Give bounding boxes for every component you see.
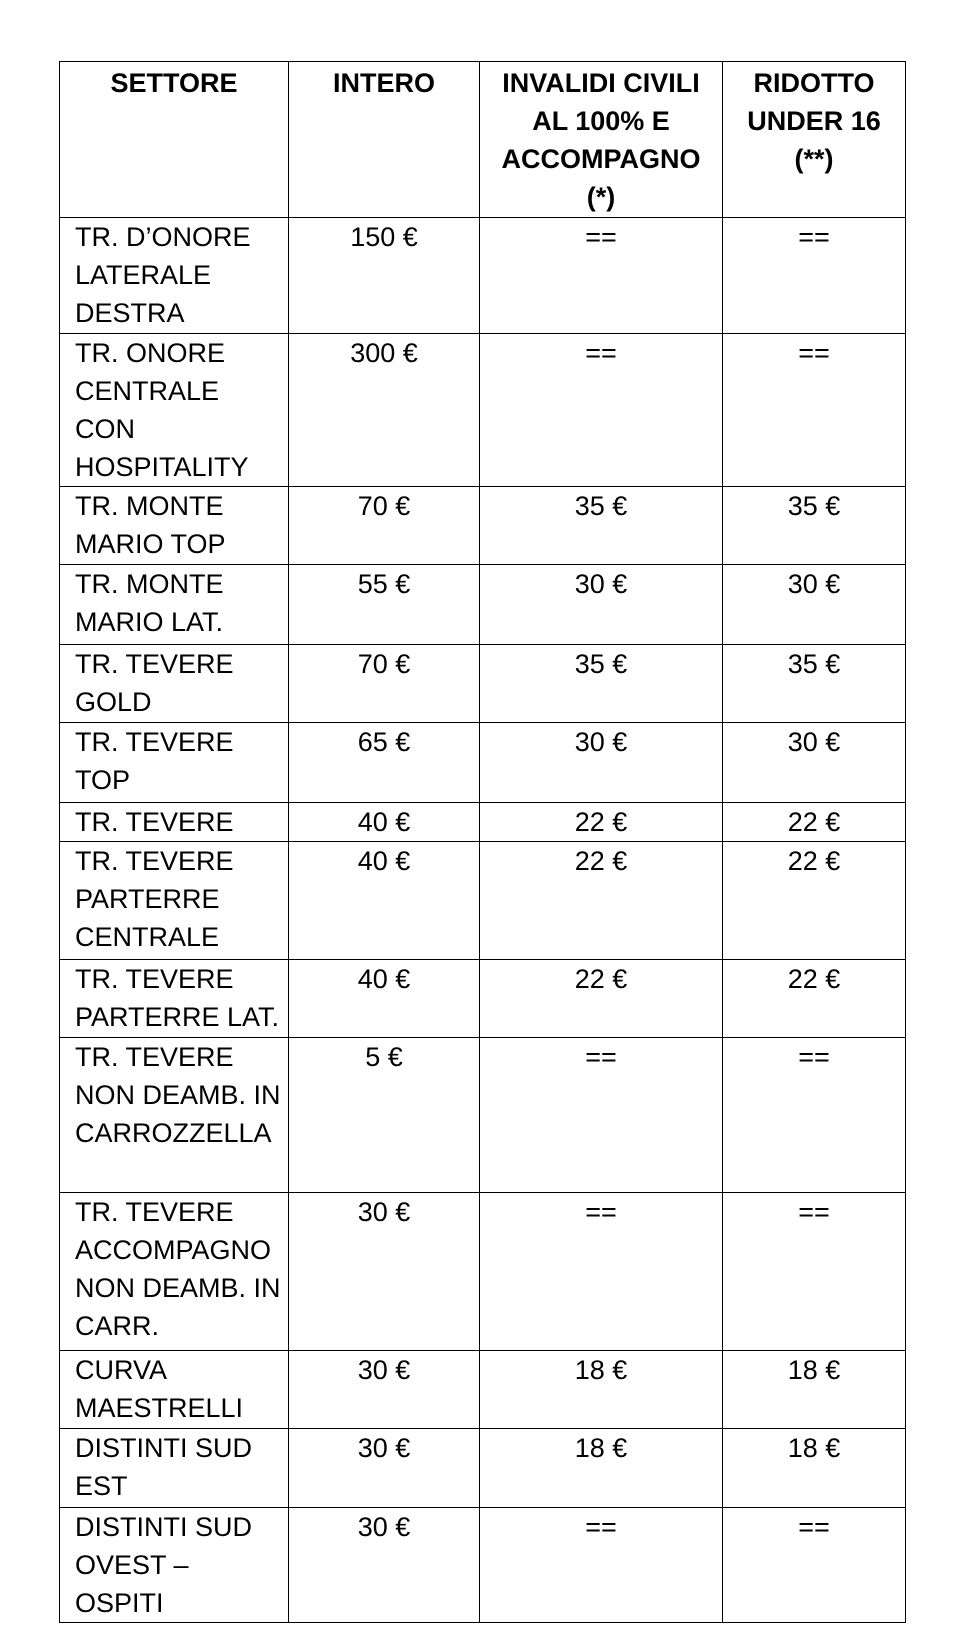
- cell-sector: TR. MONTE MARIO TOP: [60, 487, 289, 565]
- cell-invalidi: 18 €: [480, 1351, 723, 1429]
- cell-intero: 5 €: [289, 1038, 480, 1193]
- cell-intero: 40 €: [289, 842, 480, 960]
- table-row: [60, 960, 906, 1038]
- cell-intero: 30 €: [289, 1351, 480, 1429]
- cell-sector: TR. TEVERE PARTERRE CENTRALE: [60, 842, 289, 960]
- cell-ridotto: 18 €: [723, 1429, 906, 1508]
- table-row: [60, 723, 906, 803]
- table-row: [60, 803, 906, 842]
- cell-sector: TR. TEVERE: [60, 803, 289, 842]
- cell-invalidi: 30 €: [480, 723, 723, 803]
- table-row: [60, 1193, 906, 1351]
- cell-intero: 40 €: [289, 803, 480, 842]
- cell-intero: 30 €: [289, 1429, 480, 1508]
- cell-invalidi: 35 €: [480, 487, 723, 565]
- header-settore: SETTORE: [60, 62, 289, 218]
- cell-sector: DISTINTI SUD EST: [60, 1429, 289, 1508]
- cell-invalidi: 22 €: [480, 960, 723, 1038]
- cell-ridotto: 18 €: [723, 1351, 906, 1429]
- document-page: [59, 61, 905, 1623]
- cell-invalidi: ==: [480, 1508, 723, 1623]
- cell-ridotto: 35 €: [723, 487, 906, 565]
- cell-sector: DISTINTI SUD OVEST – OSPITI: [60, 1508, 289, 1623]
- table-row: [60, 1429, 906, 1508]
- cell-ridotto: 30 €: [723, 723, 906, 803]
- cell-intero: 30 €: [289, 1508, 480, 1623]
- cell-ridotto: ==: [723, 218, 906, 334]
- cell-intero: 40 €: [289, 960, 480, 1038]
- table-row: [60, 334, 906, 487]
- cell-ridotto: ==: [723, 334, 906, 487]
- table-row: [60, 565, 906, 645]
- table-row: [60, 645, 906, 723]
- cell-sector: TR. TEVERE TOP: [60, 723, 289, 803]
- cell-ridotto: ==: [723, 1193, 906, 1351]
- cell-ridotto: ==: [723, 1508, 906, 1623]
- cell-invalidi: 22 €: [480, 842, 723, 960]
- cell-invalidi: ==: [480, 1193, 723, 1351]
- cell-intero: 55 €: [289, 565, 480, 645]
- cell-intero: 70 €: [289, 487, 480, 565]
- cell-ridotto: 30 €: [723, 565, 906, 645]
- cell-invalidi: 18 €: [480, 1429, 723, 1508]
- cell-sector: TR. MONTE MARIO LAT.: [60, 565, 289, 645]
- cell-intero: 150 €: [289, 218, 480, 334]
- cell-ridotto: 35 €: [723, 645, 906, 723]
- cell-invalidi: 35 €: [480, 645, 723, 723]
- cell-sector: TR. ONORE CENTRALE CON HOSPITALITY: [60, 334, 289, 487]
- cell-intero: 65 €: [289, 723, 480, 803]
- header-invalidi: INVALIDI CIVILI AL 100% E ACCOMPAGNO (*): [480, 62, 723, 218]
- cell-intero: 70 €: [289, 645, 480, 723]
- cell-sector: TR. TEVERE GOLD: [60, 645, 289, 723]
- price-table: [59, 61, 906, 1623]
- table-row: [60, 1351, 906, 1429]
- cell-sector: CURVA MAESTRELLI: [60, 1351, 289, 1429]
- cell-ridotto: 22 €: [723, 842, 906, 960]
- cell-ridotto: ==: [723, 1038, 906, 1193]
- cell-sector: TR. D’ONORE LATERALE DESTRA: [60, 218, 289, 334]
- cell-invalidi: 30 €: [480, 565, 723, 645]
- header-ridotto: RIDOTTO UNDER 16 (**): [723, 62, 906, 218]
- table-row: [60, 842, 906, 960]
- cell-invalidi: ==: [480, 218, 723, 334]
- table-row: [60, 1038, 906, 1193]
- table-row: [60, 487, 906, 565]
- cell-invalidi: ==: [480, 1038, 723, 1193]
- cell-intero: 300 €: [289, 334, 480, 487]
- cell-sector: TR. TEVERE PARTERRE LAT.: [60, 960, 289, 1038]
- cell-sector: TR. TEVERE ACCOMPAGNO NON DEAMB. IN CARR.: [60, 1193, 289, 1351]
- cell-invalidi: ==: [480, 334, 723, 487]
- table-row: [60, 1508, 906, 1623]
- table-header-row: [60, 62, 906, 218]
- cell-ridotto: 22 €: [723, 960, 906, 1038]
- cell-intero: 30 €: [289, 1193, 480, 1351]
- cell-ridotto: 22 €: [723, 803, 906, 842]
- table-row: [60, 218, 906, 334]
- cell-invalidi: 22 €: [480, 803, 723, 842]
- cell-sector: TR. TEVERE NON DEAMB. IN CARROZZELLA: [60, 1038, 289, 1193]
- header-intero: INTERO: [289, 62, 480, 218]
